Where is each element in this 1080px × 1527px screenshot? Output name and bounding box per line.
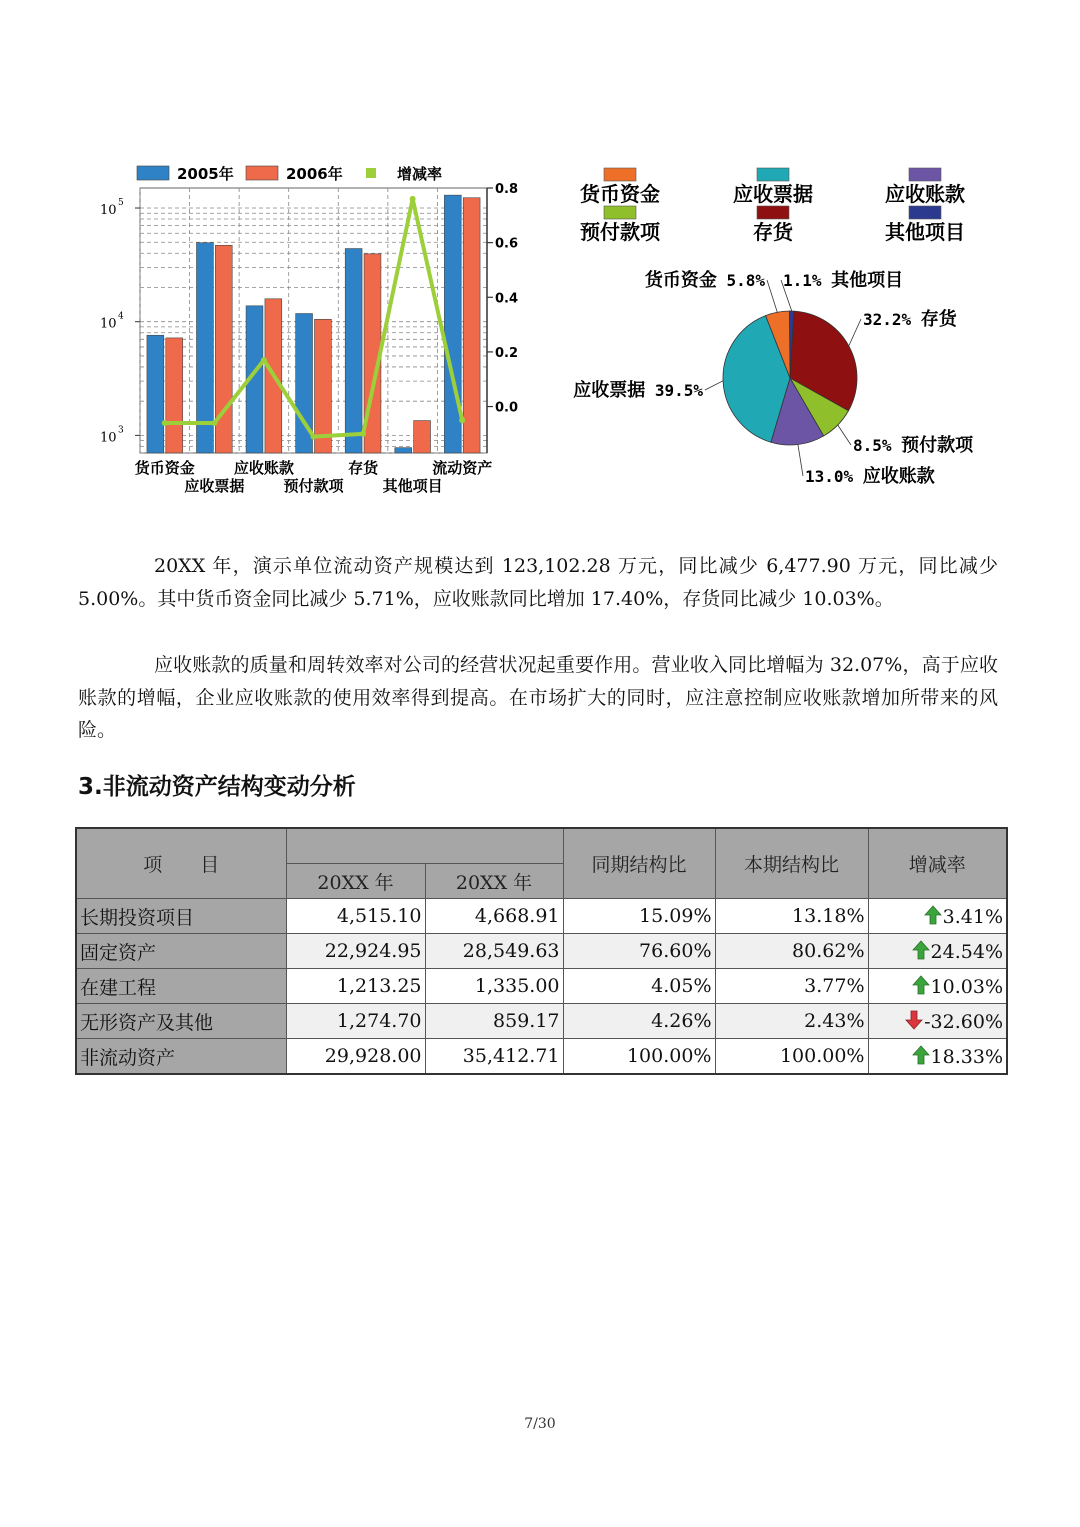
line-point <box>261 357 267 363</box>
row-change-value: 3.41% <box>942 905 1003 928</box>
row-prev-ratio: 100.00% <box>563 1039 715 1075</box>
row-change <box>868 969 1007 1004</box>
row-change <box>868 1039 1007 1075</box>
pie-slice-name: 应收账款 <box>862 466 935 487</box>
legend-label: 存货 <box>753 220 793 244</box>
pie-slice-name: 应收票据 <box>573 380 646 401</box>
x-tick-label: 应收账款 <box>233 459 294 477</box>
legend-label: 货币资金 <box>580 182 660 206</box>
pie-slice-name: 预付款项 <box>901 435 974 456</box>
legend-label: 增减率 <box>397 165 443 183</box>
row-prev-ratio: 76.60% <box>563 934 715 969</box>
x-tick-label: 预付款项 <box>283 477 344 495</box>
legend-label: 2006年 <box>286 165 343 183</box>
paragraph-current-assets: 20XX 年，演示单位流动资产规模达到 123,102.28 万元，同比减少 6,477.90 万元，同比减少 5.00%。其中货币资金同比减少 5.71%，应收账款同比增加 17.40%，存货同比减少 10.03%。 <box>78 555 998 610</box>
row-prev-ratio: 4.05% <box>563 969 715 1004</box>
pie-slice-value: 39.5% <box>645 381 703 400</box>
table-row <box>76 969 1007 1004</box>
bar <box>395 448 412 453</box>
bar <box>345 249 362 453</box>
pie-leader-line <box>838 425 851 445</box>
legend-swatch <box>604 168 636 181</box>
row-year-a: 22,924.95 <box>286 934 425 969</box>
row-change <box>868 1004 1007 1039</box>
row-change <box>868 934 1007 969</box>
y-left-tick-exponent: 5 <box>118 198 124 209</box>
y-left-tick-label: 10 <box>100 316 117 332</box>
row-curr-ratio: 13.18% <box>715 899 868 934</box>
legend-swatch <box>246 166 278 180</box>
legend-swatch <box>137 166 169 180</box>
pie-slice-value: 1.1% <box>783 271 832 290</box>
pie-slice-name: 存货 <box>920 309 957 330</box>
bar <box>147 335 164 453</box>
bar <box>215 245 232 453</box>
x-tick-label: 存货 <box>348 459 379 477</box>
row-year-b: 859.17 <box>425 1004 563 1039</box>
legend-label: 应收账款 <box>885 182 965 206</box>
table-row <box>76 1004 1007 1039</box>
table-row <box>76 934 1007 969</box>
pie-leader-line <box>705 381 723 390</box>
header-change: 增减率 <box>868 828 1007 899</box>
line-point <box>360 431 366 437</box>
x-tick-label: 流动资产 <box>432 459 493 477</box>
row-curr-ratio: 3.77% <box>715 969 868 1004</box>
pie-slice-label <box>863 308 958 330</box>
row-curr-ratio: 100.00% <box>715 1039 868 1075</box>
row-name: 无形资产及其他 <box>76 1004 286 1039</box>
bar <box>414 421 431 453</box>
bar <box>463 198 480 453</box>
legend-label: 应收票据 <box>733 182 813 206</box>
legend-swatch <box>909 206 941 219</box>
up-arrow-icon <box>912 975 930 995</box>
legend-swatch <box>366 168 376 178</box>
x-tick-label: 货币资金 <box>134 459 195 477</box>
row-name: 非流动资产 <box>76 1039 286 1075</box>
pie-leader-line <box>798 445 803 476</box>
up-arrow-icon <box>924 905 942 925</box>
pie-leader-line <box>849 319 861 346</box>
pie-slice-label <box>573 379 703 401</box>
row-year-b: 1,335.00 <box>425 969 563 1004</box>
bar <box>444 195 461 453</box>
line-point <box>311 434 317 440</box>
y-left-tick-label: 10 <box>100 430 117 446</box>
legend-label: 其他项目 <box>885 220 965 244</box>
page-number: 7/30 <box>524 1416 556 1432</box>
bar-chart <box>95 155 519 505</box>
row-change-value: -32.60% <box>924 1010 1003 1033</box>
table-row <box>76 1039 1007 1075</box>
row-change-value: 24.54% <box>930 940 1003 963</box>
y-right-tick-label: 0.0 <box>495 400 519 416</box>
y-left-tick-label: 10 <box>100 203 117 219</box>
up-arrow-icon <box>912 1045 930 1065</box>
row-prev-ratio: 4.26% <box>563 1004 715 1039</box>
legend-swatch <box>757 206 789 219</box>
row-name: 在建工程 <box>76 969 286 1004</box>
paragraph-receivables: 应收账款的质量和周转效率对公司的经营状况起重要作用。营业收入同比增幅为 32.07%，高于应收账款的增幅，企业应收账款的使用效率得到提高。在市场扩大的同时，应注意控制应收账款增加所带来的风险。 <box>78 654 998 741</box>
legend-swatch <box>909 168 941 181</box>
row-year-b: 4,668.91 <box>425 899 563 934</box>
row-change-value: 10.03% <box>930 975 1003 998</box>
row-year-b: 35,412.71 <box>425 1039 563 1075</box>
table-row <box>76 899 1007 934</box>
pie-slice-value: 5.8% <box>716 271 765 290</box>
plot-area <box>140 188 487 453</box>
line-point <box>162 420 168 426</box>
row-year-b: 28,549.63 <box>425 934 563 969</box>
line-point <box>459 417 465 423</box>
x-tick-label: 应收票据 <box>184 477 245 495</box>
pie-slice-name: 货币资金 <box>644 270 717 291</box>
row-year-a: 4,515.10 <box>286 899 425 934</box>
pie-slice-value: 8.5% <box>853 436 902 455</box>
x-tick-label: 其他项目 <box>382 477 443 495</box>
row-name: 固定资产 <box>76 934 286 969</box>
row-curr-ratio: 80.62% <box>715 934 868 969</box>
y-left-tick-exponent: 3 <box>118 425 124 436</box>
legend-label: 2005年 <box>177 165 234 183</box>
pie-slice-label <box>853 434 974 456</box>
pie-slice-name: 其他项目 <box>831 270 904 291</box>
header-year-b: 20XX 年 <box>425 864 563 899</box>
pie-slice-value: 32.2% <box>863 310 921 329</box>
pie-leader-line <box>767 280 777 312</box>
pie-slice-value: 13.0% <box>805 467 863 486</box>
row-year-a: 1,213.25 <box>286 969 425 1004</box>
row-year-a: 29,928.00 <box>286 1039 425 1075</box>
header-curr-ratio: 本期结构比 <box>715 828 868 899</box>
row-change <box>868 899 1007 934</box>
row-curr-ratio: 2.43% <box>715 1004 868 1039</box>
section-title: 3.非流动资产结构变动分析 <box>78 774 356 800</box>
header-prev-ratio: 同期结构比 <box>563 828 715 899</box>
bar <box>166 338 183 453</box>
line-point <box>410 196 416 202</box>
legend-swatch <box>757 168 789 181</box>
legend-swatch <box>604 206 636 219</box>
y-right-tick-label: 0.8 <box>495 182 519 197</box>
pie-chart <box>545 155 1015 495</box>
up-arrow-icon <box>912 940 930 960</box>
bar <box>315 319 332 453</box>
line-point <box>211 420 217 426</box>
y-left-tick-exponent: 4 <box>118 311 124 322</box>
y-right-tick-label: 0.4 <box>495 291 519 307</box>
legend-label: 预付款项 <box>580 220 660 244</box>
y-right-tick-label: 0.6 <box>495 236 519 252</box>
y-right-tick-label: 0.2 <box>495 345 519 361</box>
header-year-a: 20XX 年 <box>286 864 425 899</box>
pie-slice-label <box>645 269 766 291</box>
row-prev-ratio: 15.09% <box>563 899 715 934</box>
down-arrow-icon <box>905 1010 923 1030</box>
row-change-value: 18.33% <box>930 1045 1003 1068</box>
pie-slice-label <box>783 269 903 291</box>
row-name: 长期投资项目 <box>76 899 286 934</box>
header-item: 项 目 <box>76 828 286 899</box>
non-current-assets-table <box>75 827 1008 1075</box>
row-year-a: 1,274.70 <box>286 1004 425 1039</box>
header-years-group <box>286 828 563 864</box>
pie-slice-label <box>805 465 936 487</box>
